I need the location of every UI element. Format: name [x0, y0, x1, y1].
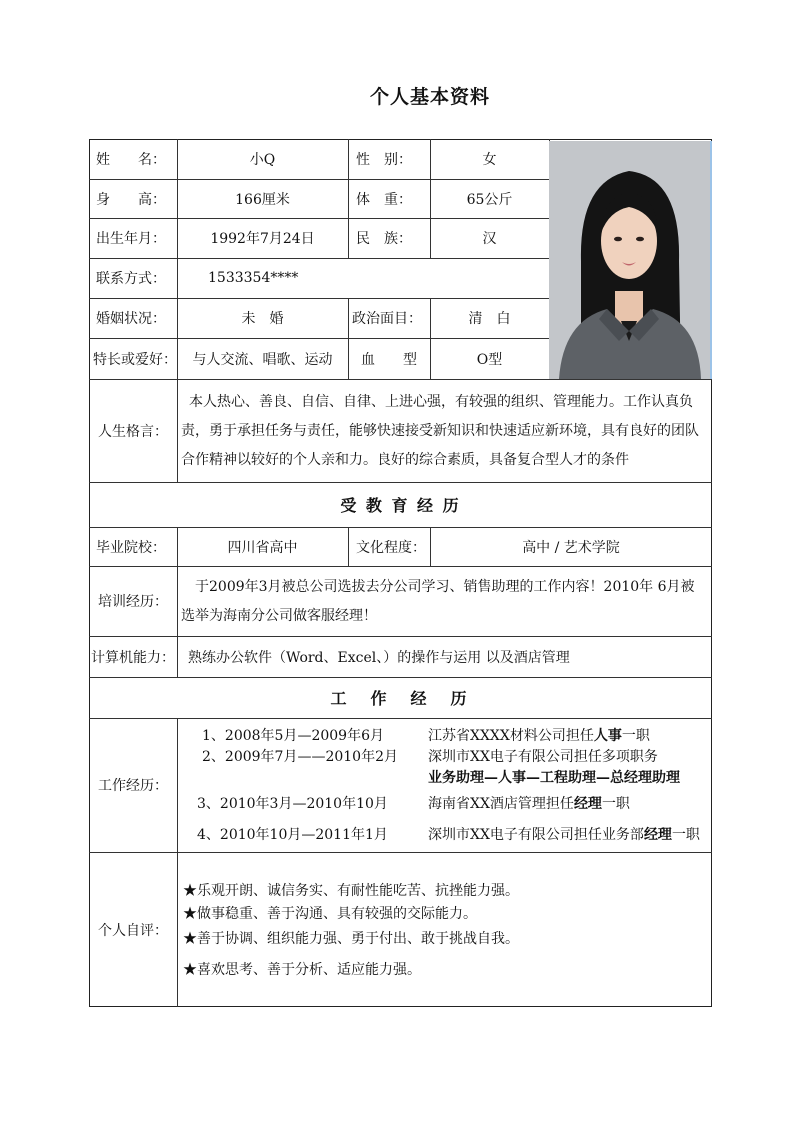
profile-photo [549, 141, 712, 379]
height-label: 身 高： [96, 191, 166, 208]
contact-label: 联系方式： [96, 271, 166, 287]
motto-text: 本人热心、善良、自信、自律、上进心强，有较强的组织、管理能力。工作认真负责，勇于承担任务与责任，能够快速接受新知识和快速适应新环境，具有良好的团队合作精神以较好的个人亲和力。良好的综合素质，具备复合型人才的条件 [181, 394, 699, 468]
political-label: 政治面目： [352, 311, 422, 327]
school-value: 四川省高中 [227, 539, 298, 556]
name-label: 姓 名： [96, 152, 166, 168]
work-entry-desc: 江苏省XXXX材料公司担任人事一职 [428, 728, 650, 744]
weight-value: 65公斤 [466, 191, 513, 208]
work-entry-roles: 业务助理—人事—工程助理—总经理助理 [428, 770, 680, 786]
training-label: 培训经历： [98, 594, 168, 610]
self-eval-label: 个人自评： [98, 922, 168, 939]
hobby-label: 特长或爱好： [93, 351, 177, 368]
birth-label: 出生年月： [96, 231, 166, 247]
portrait-image [549, 141, 710, 379]
gender-label: 性 别： [356, 152, 412, 168]
work-entry-desc: 深圳市XX电子有限公司担任业务部经理一职 [428, 827, 700, 843]
work-label: 工作经历： [98, 778, 168, 794]
height-value: 166厘米 [235, 191, 290, 208]
political-value: 清 白 [468, 311, 511, 327]
self-eval-item: ★做事稳重、善于沟通、具有较强的交际能力。 [183, 906, 477, 922]
training-text: 于2009年3月被总公司选拔去分公司学习、销售助理的工作内容！2010年 6月被选举为海南分公司做客服经理！ [181, 579, 695, 624]
contact-value: 1533354**** [208, 270, 299, 286]
birth-value: 1992年7月24日 [210, 231, 315, 247]
name-value: 小Q [249, 152, 276, 168]
work-entry-desc: 海南省XX酒店管理担任经理一职 [428, 796, 630, 812]
marital-label: 婚姻状况： [96, 311, 166, 327]
marital-value: 未 婚 [241, 311, 284, 327]
page-title: 个人基本资料 [369, 86, 490, 108]
education-heading: 受 教 育 经 历 [340, 496, 461, 515]
work-heading: 工 作 经 历 [330, 689, 471, 708]
school-label: 毕业院校： [96, 539, 166, 556]
work-entry-period: 1、2008年5月—2009年6月 [202, 728, 384, 744]
level-value: 高中 / 艺术学院 [522, 539, 620, 556]
hobby-value: 与人交流、唱歌、运动 [192, 351, 333, 368]
self-eval-item: ★乐观开朗、诚信务实、有耐性能吃苦、抗挫能力强。 [183, 883, 519, 899]
work-entry-period: 4、2010年10月—2011年1月 [197, 827, 388, 843]
gender-value: 女 [482, 152, 497, 168]
motto-label: 人生格言： [98, 423, 168, 440]
self-eval-item: ★善于协调、组织能力强、勇于付出、敢于挑战自我。 [183, 931, 519, 947]
blood-label: 血 型 [361, 351, 417, 368]
ethnicity-value: 汉 [482, 231, 497, 247]
work-entry-period: 3、2010年3月—2010年10月 [197, 796, 388, 812]
self-eval-item: ★喜欢思考、善于分析、适应能力强。 [183, 962, 421, 978]
work-entry-period: 2、2009年7月——2010年2月 [202, 749, 398, 765]
ethnicity-label: 民 族： [356, 231, 412, 247]
weight-label: 体 重： [356, 191, 412, 208]
work-entry-desc: 深圳市XX电子有限公司担任多项职务 [428, 749, 658, 765]
computer-label: 计算机能力： [91, 649, 175, 666]
level-label: 文化程度： [356, 539, 426, 556]
blood-value: O型 [476, 351, 503, 368]
computer-text: 熟练办公软件（Word、Excel、）的操作与运用 以及酒店管理 [188, 649, 570, 666]
